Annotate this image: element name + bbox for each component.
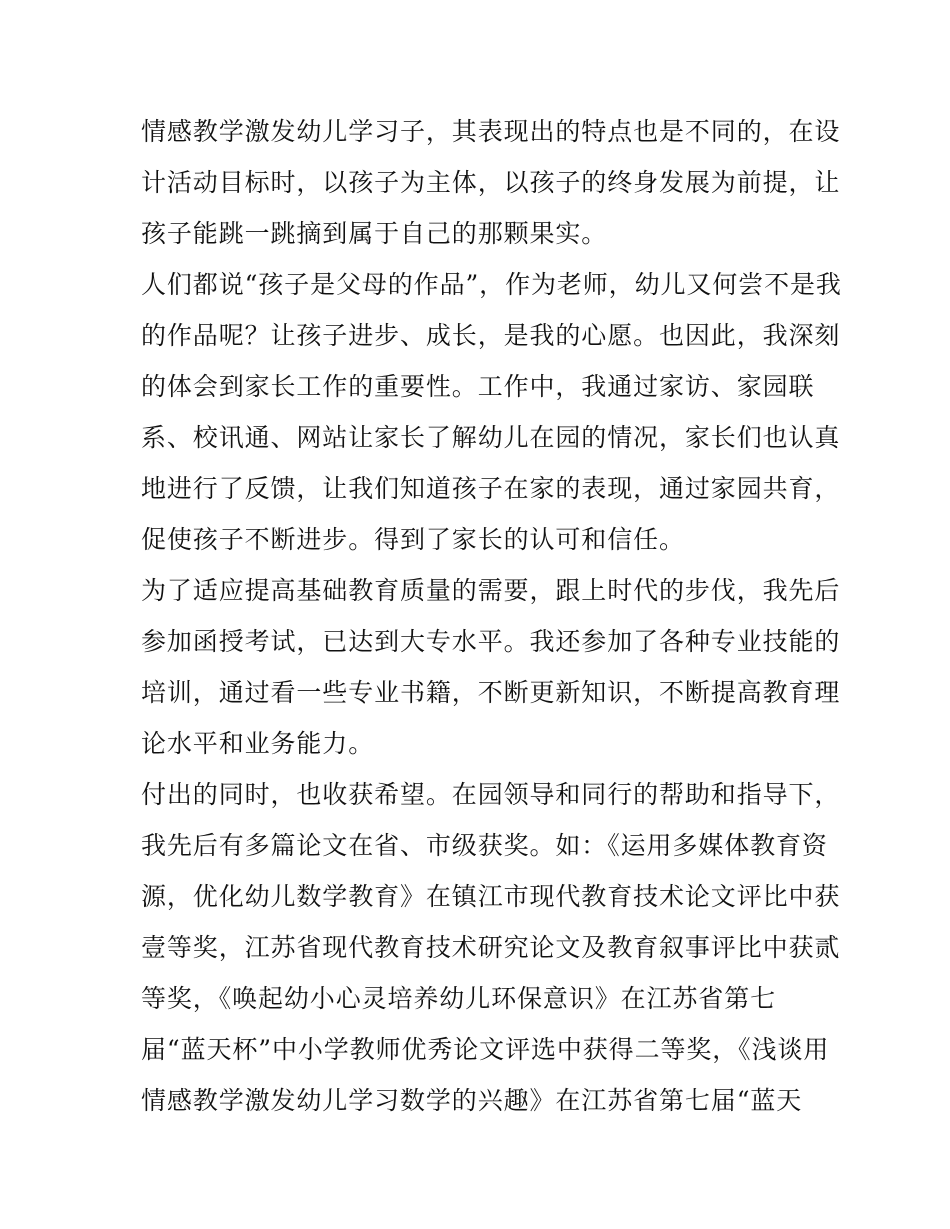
text-line: 壹等奖，江苏省现代教育技术研究论文及教育叙事评比中获贰: [141, 933, 841, 962]
text-line: 培训，通过看一些专业书籍，不断更新知识，不断提高教育理: [141, 678, 841, 707]
text-line: 论水平和业务能力。: [141, 729, 375, 758]
text-line: 为了适应提高基础教育质量的需要，跟上时代的步伐，我先后: [141, 576, 841, 605]
text-line: 计活动目标时，以孩子为主体，以孩子的终身发展为前提，让: [141, 168, 841, 197]
text-line: 的作品呢？让孩子进步、成长，是我的心愿。也因此，我深刻: [141, 321, 841, 350]
text-line: 我先后有多篇论文在省、市级获奖。如：《运用多媒体教育资: [141, 831, 828, 860]
text-line: 参加函授考试，已达到大专水平。我还参加了各种专业技能的: [141, 627, 841, 656]
text-line: 的体会到家长工作的重要性。工作中，我通过家访、家园联: [141, 372, 815, 401]
text-line: 促使孩子不断进步。得到了家长的认可和信任。: [141, 525, 685, 554]
text-line: 等奖，《唤起幼小心灵培养幼儿环保意识》在江苏省第七: [141, 984, 777, 1013]
text-line: 孩子能跳一跳摘到属于自己的那颗果实。: [141, 219, 608, 248]
body-text: [141, 106, 842, 1126]
text-line: 地进行了反馈，让我们知道孩子在家的表现，通过家园共育，: [141, 474, 841, 503]
text-line: 人们都说“孩子是父母的作品”，作为老师，幼儿又何尝不是我: [141, 270, 842, 299]
text-line: 系、校讯通、网站让家长了解幼儿在园的情况，家长们也认真: [141, 423, 841, 452]
text-line: 付出的同时，也收获希望。在园领导和同行的帮助和指导下，: [141, 780, 841, 809]
text-line: 源，优化幼儿数学教育》在镇江市现代教育技术论文评比中获: [141, 882, 841, 911]
text-line: 届“蓝天杯”中小学教师优秀论文评选中获得二等奖，《浅谈用: [141, 1035, 830, 1064]
text-line: 情感教学激发幼儿学习数学的兴趣》在江苏省第七届“蓝天: [141, 1086, 803, 1115]
text-line: 情感教学激发幼儿学习子，其表现出的特点也是不同的，在设: [141, 117, 841, 146]
